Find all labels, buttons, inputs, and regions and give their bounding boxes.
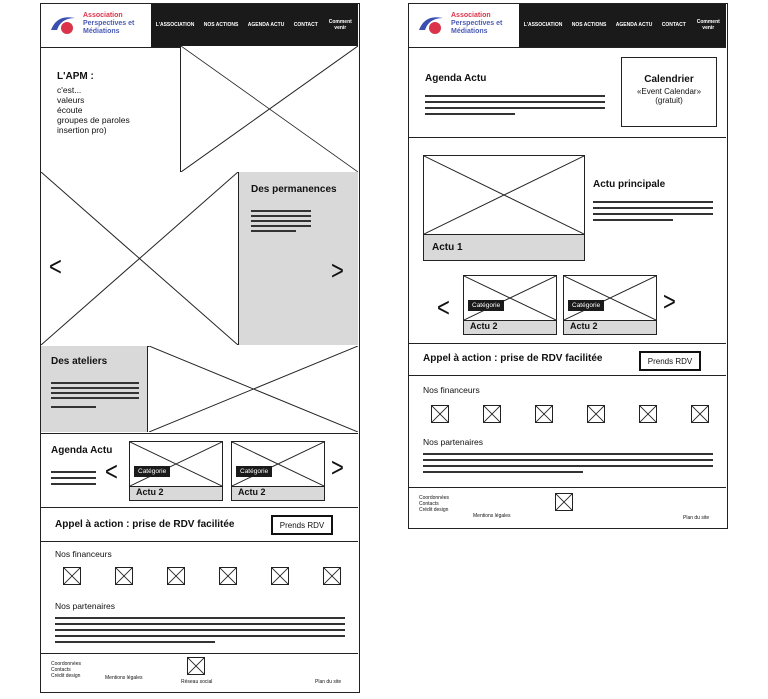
- footer-social[interactable]: Réseau social: [181, 679, 213, 685]
- financeur-logo-placeholder: [587, 405, 605, 423]
- actu1-title: Actu 1: [432, 242, 463, 253]
- apm-section: [41, 47, 358, 173]
- header: [41, 4, 358, 48]
- financeur-logo-placeholder: [431, 405, 449, 423]
- nav-contact[interactable]: CONTACT: [293, 21, 318, 28]
- slider-next-arrow[interactable]: >: [331, 255, 344, 286]
- partenaires-title: Nos partenaires: [55, 601, 116, 611]
- actus-prev-arrow[interactable]: <: [437, 292, 450, 323]
- actu-card[interactable]: [463, 275, 557, 335]
- calendar-widget[interactable]: [621, 57, 717, 127]
- actu-main-card[interactable]: [423, 155, 585, 261]
- slider-image-placeholder: [41, 172, 239, 345]
- category-tag: Catégorie: [236, 466, 272, 477]
- permanences-title: Des permanences: [251, 184, 337, 195]
- cta-text: Appel à action : prise de RDV facilitée: [55, 519, 235, 530]
- logo-line3: Médiations: [83, 28, 120, 35]
- nav-actions[interactable]: NOS ACTIONS: [203, 21, 239, 28]
- logo-line1: Association: [83, 12, 123, 19]
- agenda-wireframe: [408, 3, 728, 529]
- footer-links: Coordonnées Contacts Crédit design: [51, 661, 82, 679]
- category-tag: Catégorie: [134, 466, 170, 477]
- main-nav: [519, 4, 726, 47]
- actu-principale-title: Actu principale: [593, 179, 666, 190]
- main-nav: [151, 4, 358, 47]
- actu-card-title: Actu 2: [470, 321, 498, 331]
- cta-section: [41, 507, 358, 542]
- footer-mentions[interactable]: Mentions légales: [473, 513, 511, 519]
- ateliers-title: Des ateliers: [51, 356, 108, 367]
- apm-image-placeholder: [181, 46, 358, 172]
- apm-text: c'est... valeurs écoute groupes de paroles insertion pro): [57, 85, 130, 135]
- ateliers-image-placeholder: [149, 346, 358, 432]
- partners-section: [409, 375, 726, 488]
- cta-section: [409, 343, 726, 376]
- actu-card[interactable]: [129, 441, 223, 501]
- financeur-logo-placeholder: [219, 567, 237, 585]
- home-wireframe: [40, 3, 360, 693]
- nav-agenda[interactable]: AGENDA ACTU: [247, 21, 285, 28]
- calendar-sub: «Event Calendar»: [636, 87, 702, 96]
- logo-icon: [47, 12, 81, 38]
- logo-icon: [415, 12, 449, 38]
- actu-card-title: Actu 2: [238, 487, 266, 497]
- financeur-logo-placeholder: [639, 405, 657, 423]
- category-tag: Catégorie: [468, 300, 504, 311]
- logo-line3: Médiations: [451, 28, 488, 35]
- logo-line1: Association: [451, 12, 491, 19]
- ateliers-section: [41, 346, 358, 434]
- partenaires-title: Nos partenaires: [423, 437, 484, 447]
- permanences-section: [41, 172, 358, 347]
- nav-contact[interactable]: CONTACT: [661, 21, 686, 28]
- agenda-section: [41, 433, 358, 508]
- social-icon[interactable]: [555, 493, 573, 511]
- financeur-logo-placeholder: [535, 405, 553, 423]
- nav-actions[interactable]: NOS ACTIONS: [571, 21, 607, 28]
- nav-comment-venir[interactable]: Comment venir: [328, 19, 352, 31]
- nav-association[interactable]: L'ASSOCIATION: [155, 21, 195, 28]
- nav-comment-venir[interactable]: Comment venir: [696, 19, 720, 31]
- actus-next-arrow[interactable]: >: [663, 286, 676, 317]
- agenda-page-title: Agenda Actu: [425, 73, 487, 84]
- footer: [41, 653, 358, 691]
- agenda-title: Agenda Actu: [51, 445, 113, 456]
- calendar-title: Calendrier: [644, 74, 694, 85]
- agenda-prev-arrow[interactable]: <: [105, 456, 118, 487]
- actu-card[interactable]: [231, 441, 325, 501]
- financeur-logo-placeholder: [691, 405, 709, 423]
- financeurs-title: Nos financeurs: [55, 549, 112, 559]
- apm-title: L'APM :: [57, 71, 94, 82]
- financeur-logo-placeholder: [167, 567, 185, 585]
- calendar-note: (gratuit): [655, 96, 683, 105]
- logo[interactable]: [47, 10, 147, 42]
- footer-plan[interactable]: Plan du site: [315, 679, 342, 685]
- category-tag: Catégorie: [568, 300, 604, 311]
- financeur-logo-placeholder: [483, 405, 501, 423]
- footer-mentions[interactable]: Mentions légales: [105, 675, 143, 681]
- cta-text: Appel à action : prise de RDV facilitée: [423, 353, 603, 364]
- financeur-logo-placeholder: [63, 567, 81, 585]
- financeur-logo-placeholder: [271, 567, 289, 585]
- footer: [409, 487, 726, 527]
- agenda-header-section: [409, 47, 726, 138]
- header: [409, 4, 726, 48]
- nav-association[interactable]: L'ASSOCIATION: [523, 21, 563, 28]
- prends-rdv-button[interactable]: Prends RDV: [639, 351, 701, 371]
- footer-plan[interactable]: Plan du site: [683, 515, 710, 521]
- footer-links: Coordonnées Contacts Crédit design: [419, 495, 450, 513]
- financeurs-title: Nos financeurs: [423, 385, 480, 395]
- partners-section: [41, 541, 358, 654]
- financeur-logo-placeholder: [323, 567, 341, 585]
- logo[interactable]: [415, 10, 515, 42]
- social-icon[interactable]: [187, 657, 205, 675]
- nav-agenda[interactable]: AGENDA ACTU: [615, 21, 653, 28]
- prends-rdv-button[interactable]: Prends RDV: [271, 515, 333, 535]
- actu-card[interactable]: [563, 275, 657, 335]
- agenda-next-arrow[interactable]: >: [331, 452, 344, 483]
- actu-card-title: Actu 2: [570, 321, 598, 331]
- actus-section: [409, 137, 726, 344]
- logo-line2: Perspectives et: [83, 20, 135, 27]
- financeur-logo-placeholder: [115, 567, 133, 585]
- actu-card-title: Actu 2: [136, 487, 164, 497]
- slider-prev-arrow[interactable]: <: [49, 251, 62, 282]
- logo-line2: Perspectives et: [451, 20, 503, 27]
